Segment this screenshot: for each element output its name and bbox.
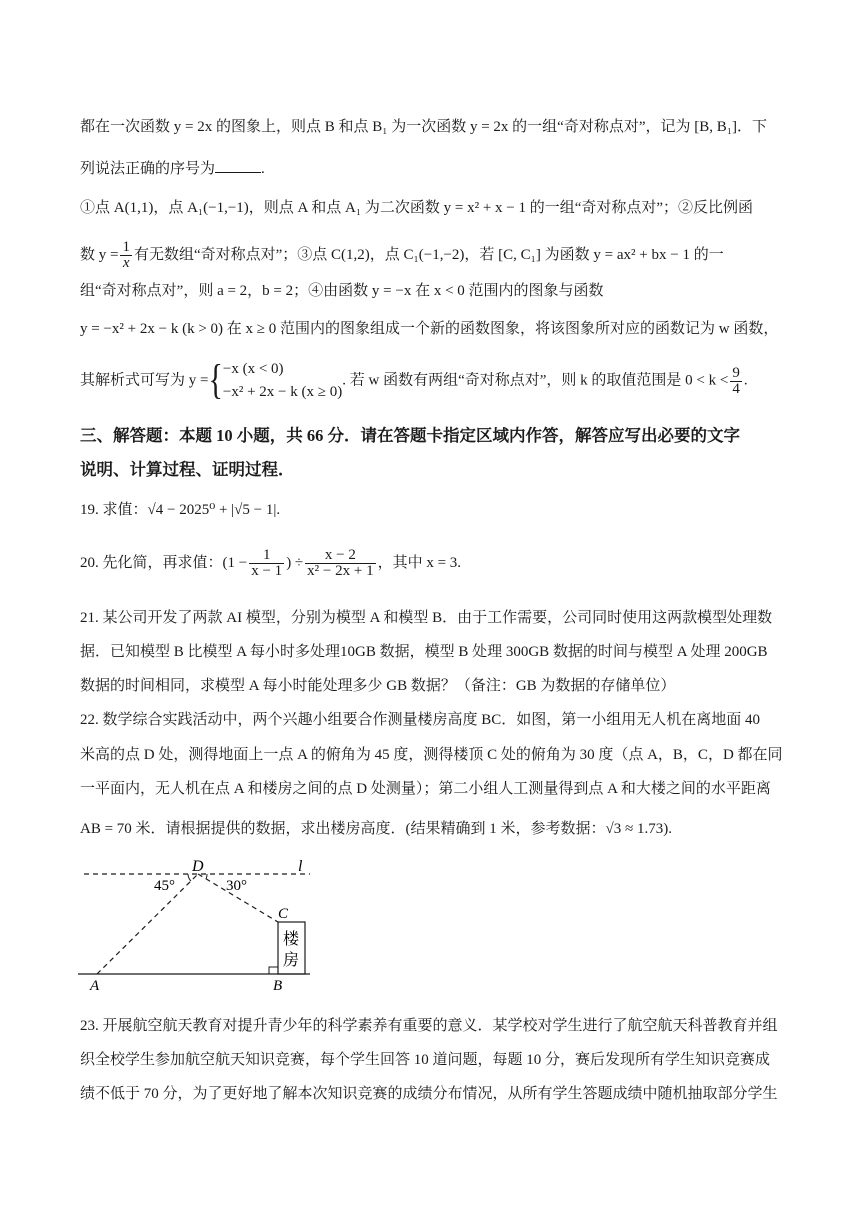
q18-line-5: 组“奇对称点对”，则 a = 2，b = 2；④由函数 y = −x 在 x < 0 范围内的图象与函数 — [80, 283, 604, 299]
label-C: C — [278, 906, 289, 922]
q20-mid: ) ÷ — [286, 555, 304, 571]
fraction-denominator: x − 1 — [251, 563, 283, 580]
q18-line-4 — [80, 240, 790, 271]
piecewise-cases — [223, 358, 342, 404]
label-D: D — [192, 858, 204, 875]
right-angle-mark — [269, 967, 278, 974]
fraction-denominator: x — [122, 255, 130, 271]
q20-suffix: ，其中 x = 3. — [377, 555, 462, 571]
angle-arc-45 — [188, 874, 191, 881]
fraction-numerator: 9 — [732, 364, 740, 381]
piecewise-case-1: −x (x < 0) — [222, 361, 284, 377]
q20-fraction-2 — [305, 548, 375, 579]
q22-line-1: 22. 数学综合实践活动中，两个兴趣小组要合作测量楼房高度 BC．如图，第一小组用无人机在离地面 40 — [80, 712, 761, 728]
fraction-denominator: 4 — [732, 380, 740, 397]
angle-arc-30 — [206, 874, 207, 879]
q18-line-2 — [80, 158, 790, 180]
line-DA — [97, 874, 198, 974]
label-B: B — [273, 978, 283, 994]
q20-fraction-1 — [249, 548, 284, 579]
piecewise-brace: { — [208, 357, 223, 404]
piecewise-case-2: −x² + 2x − k (x ≥ 0) — [222, 384, 343, 400]
q18-line-1: 都在一次函数 y = 2x 的图象上，则点 B 和点 B₁ 为一次函数 y = 2x 的一组“奇对称点对”，记为 [B, B₁]．下 — [80, 119, 767, 135]
label-angle-30: 30° — [226, 878, 247, 894]
q23-line-3: 绩不低于 70 分，为了更好地了解本次知识竞赛的成绩分布情况，从所有学生答题成绩中随机抽取部分学生 — [80, 1086, 778, 1102]
label-A: A — [90, 978, 100, 994]
q18-line-3: ①点 A(1,1)，点 A₁(−1,−1)，则点 A 和点 A₁ 为二次函数 y = x² + x − 1 的一组“奇对称点对”；②反比例函 — [80, 200, 754, 216]
label-l: l — [298, 858, 303, 875]
building-label-char-1: 楼 — [283, 931, 300, 948]
fraction-numerator: 1 — [122, 239, 130, 255]
q18-line-7-prefix: 其解析式可写为 y = — [80, 372, 209, 389]
fraction-denominator: x² − 2x + 1 — [307, 563, 374, 580]
fraction-numerator: 1 — [249, 548, 284, 564]
question-20 — [80, 548, 790, 579]
q21-line-2: 据．已知模型 B 比模型 A 每小时多处理10GB 数据，模型 B 处理 300GB 数据的时间与模型 A 处理 200GB — [80, 644, 768, 660]
q18-line-7-end: . — [743, 372, 748, 389]
q23-line-1: 23. 开展航空航天教育对提升青少年的科学素养有重要的意义．某学校对学生进行了航空航天科普教育并组 — [80, 1018, 778, 1034]
q18-line-2-end: . — [261, 161, 265, 177]
q21-line-3: 数据的时间相同，求模型 A 每小时能处理多少 GB 数据？（备注：GB 为数据的存储单位） — [80, 678, 676, 694]
fraction-9-over-4 — [730, 366, 742, 397]
q22-line-4: AB = 70 米．请根据提供的数据，求出楼房高度．(结果精确到 1 米，参考数据：√3 ≈ 1.73). — [80, 821, 673, 837]
q23-line-2: 织全校学生参加航空航天知识竞赛，每个学生回答 10 道问题，每题 10 分，赛后发现所有学生知识竞赛成 — [80, 1052, 771, 1068]
label-angle-45: 45° — [154, 878, 175, 894]
section-3-heading-line-2: 说明、计算过程、证明过程． — [80, 460, 295, 479]
q18-line-2-text: 列说法正确的序号为 — [80, 161, 216, 177]
q18-line-7 — [80, 358, 790, 404]
q22-line-3: 一平面内，无人机在点 A 和楼房之间的点 D 处测量）；第二小组人工测量得到点 A 和大楼之间的水平距离 — [80, 781, 771, 797]
answer-blank — [215, 158, 261, 173]
question-19: 19. 求值：√4 − 2025⁰ + |√5 − 1|. — [80, 502, 281, 518]
q20-prefix: 20. 先化简，再求值：(1 − — [80, 555, 248, 571]
q18-line-6: y = −x² + 2x − k (k > 0) 在 x ≥ 0 范围内的图象组成一个新的函数图象，将该图象所对应的函数记为 w 函数， — [80, 321, 779, 337]
fraction-1-over-x — [120, 240, 132, 271]
q21-line-1: 21. 某公司开发了两款 AI 模型，分别为模型 A 和模型 B．由于工作需要，公司同时使用这两款模型处理数 — [80, 610, 773, 626]
q18-line-4-suffix: 有无数组“奇对称点对”；③点 C(1,2)，点 C₁(−1,−2)，若 [C, C₁] 为函数 y = ax² + bx − 1 的一 — [133, 246, 724, 263]
q18-line-7-mid: . 若 w 函数有两组“奇对称点对”，则 k 的取值范围是 0 < k < — [342, 372, 729, 389]
building-height-figure — [70, 850, 330, 1000]
building-label-char-2: 房 — [283, 952, 300, 969]
q22-line-2: 米高的点 D 处，测得地面上一点 A 的俯角为 45 度，测得楼顶 C 处的俯角为 30 度（点 A，B，C，D 都在同 — [80, 747, 783, 763]
section-3-heading-line-1: 三、解答题：本题 10 小题，共 66 分．请在答题卡指定区域内作答，解答应写出必要的文字 — [80, 426, 740, 445]
fraction-numerator: x − 2 — [305, 548, 375, 564]
q18-line-4-prefix: 数 y = — [80, 246, 119, 263]
